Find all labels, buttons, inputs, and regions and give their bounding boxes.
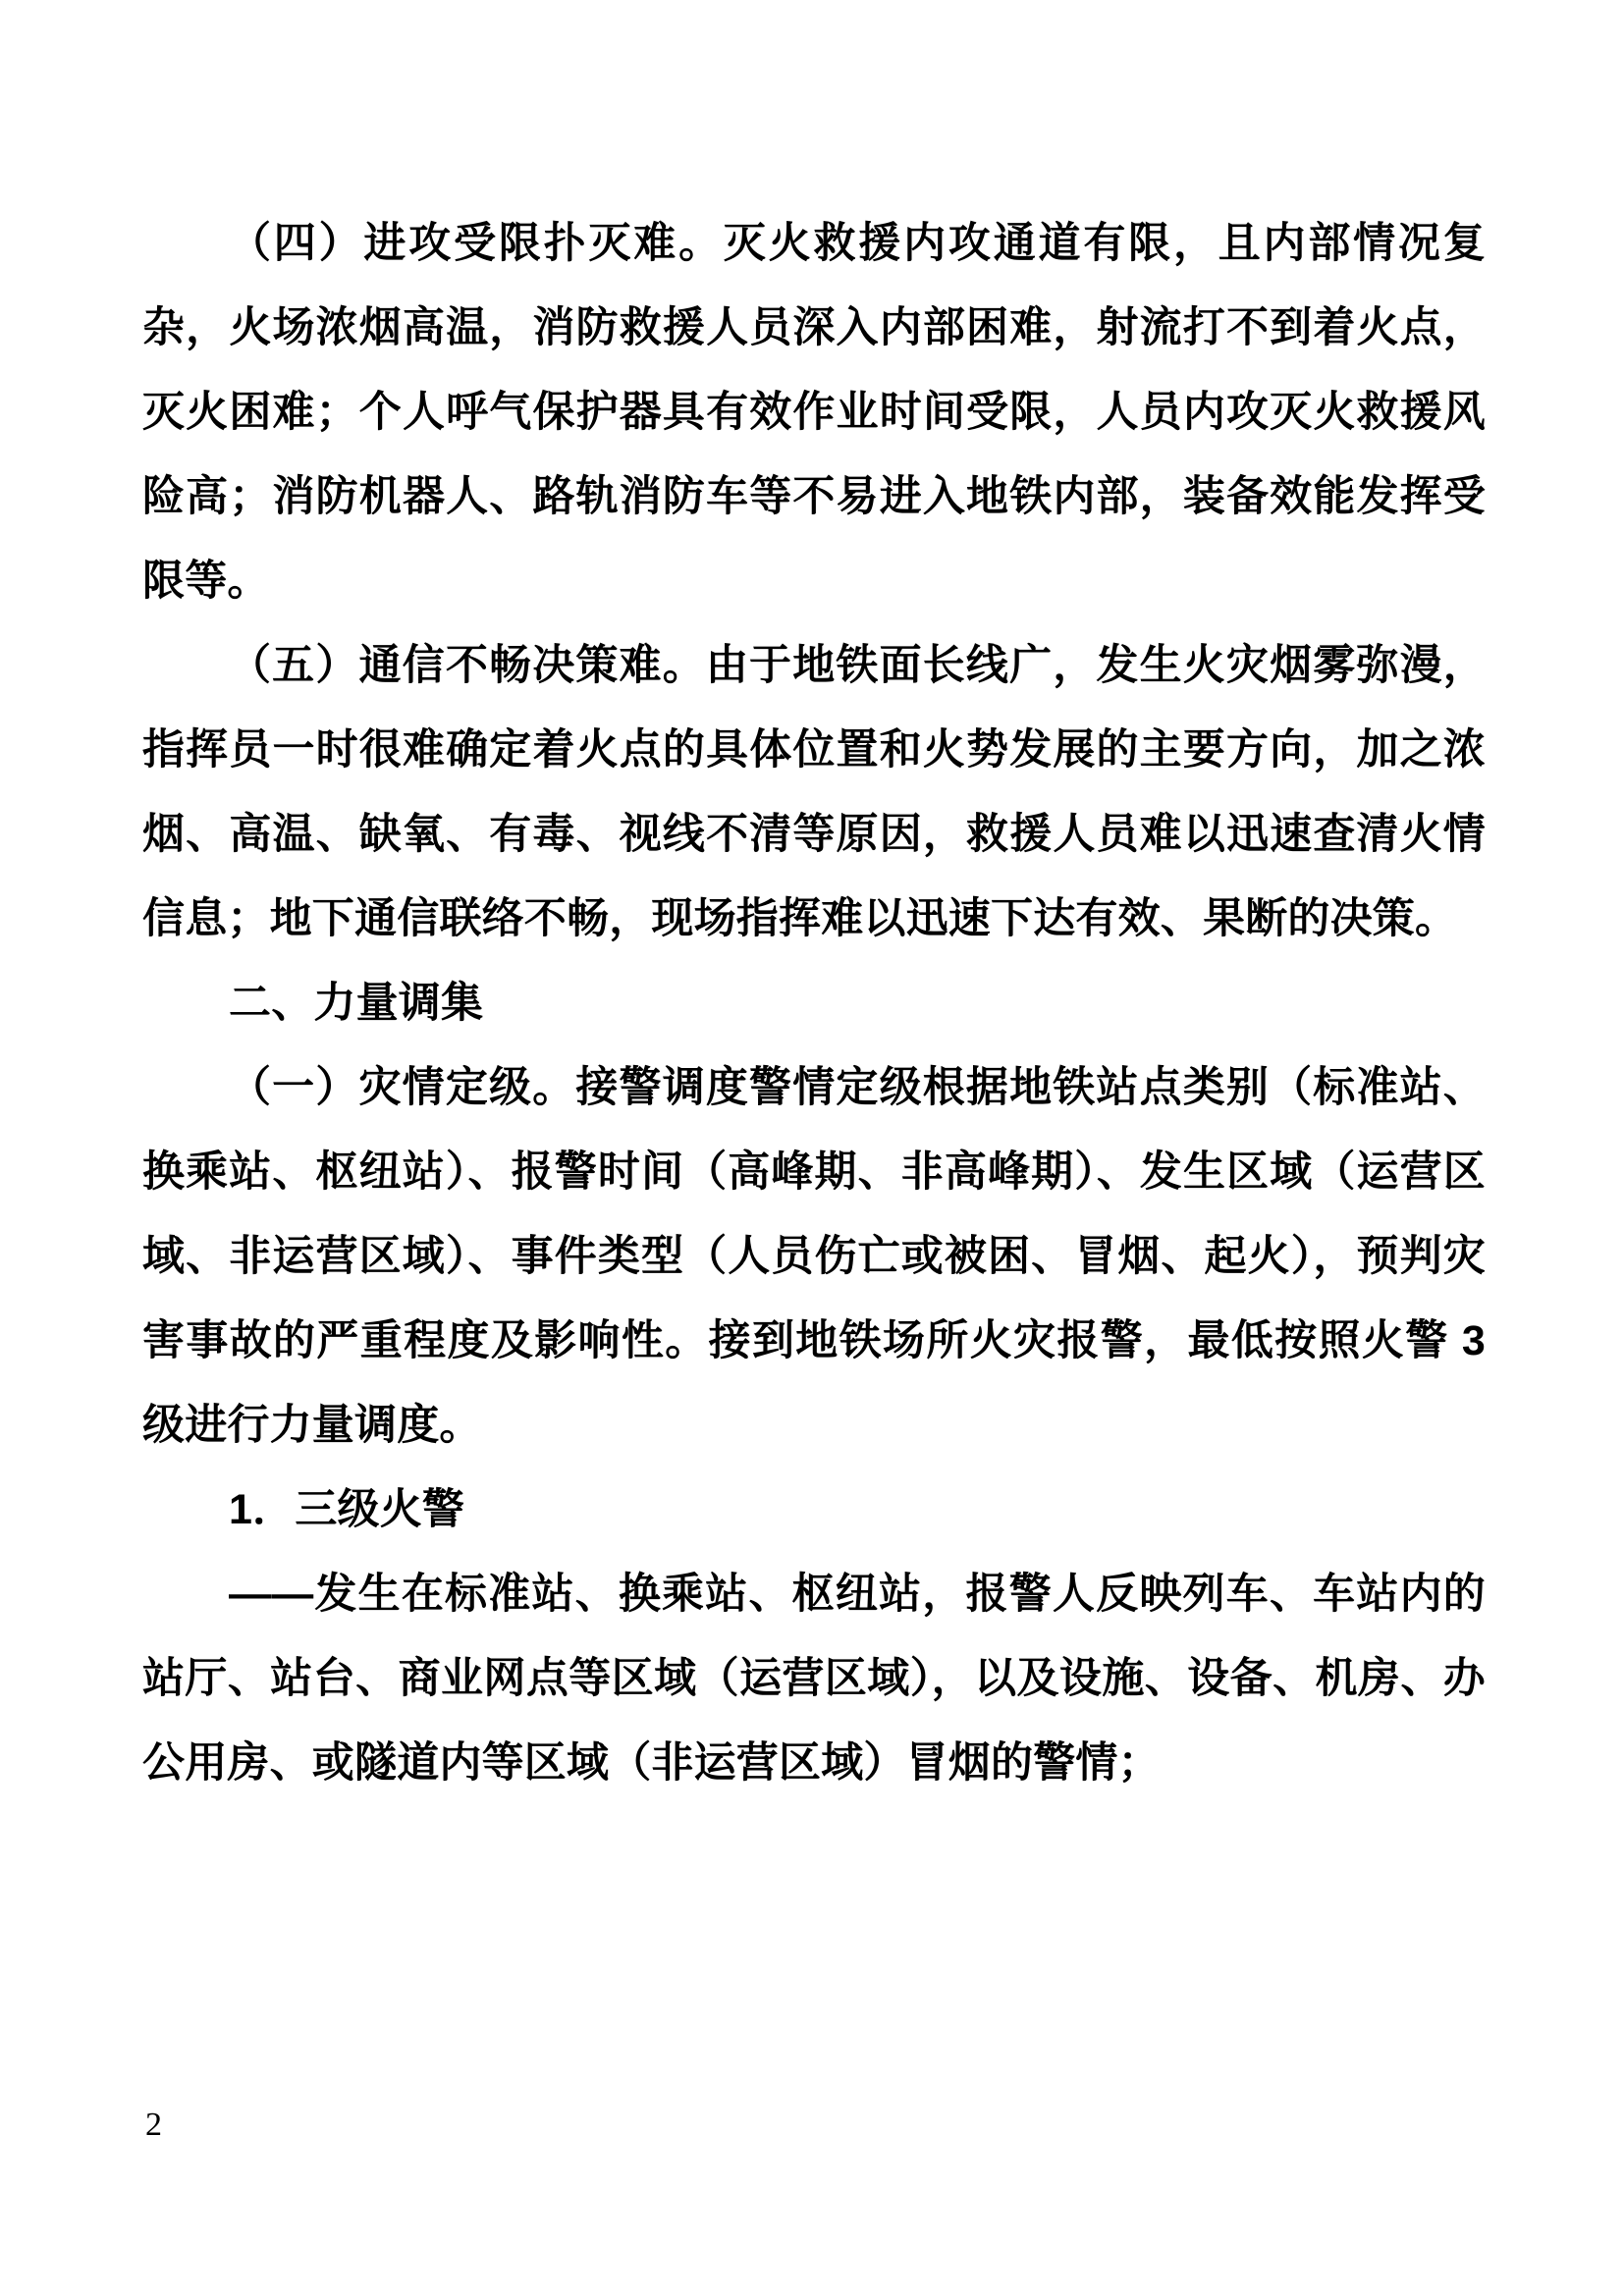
paragraph-disaster-grading: （一）灾情定级。接警调度警情定级根据地铁站点类别（标准站、换乘站、枢纽站）、报警时间（高峰期、非高峰期）、发生区域（运营区域、非运营区域）、事件类型（人员伤亡或被困、冒烟、起火），预判灾害事故的严重程度及影响性。接到地铁场所火灾报警，最低按照火警 3 级进行力量调度。	[142, 1064, 1486, 1449]
heading-force-mobilization: 二、力量调集	[229, 980, 484, 1027]
paragraph-level-three-criteria: ——发生在标准站、换乘站、枢纽站，报警人反映列车、车站内的站厅、站台、商业网点等区域（运营区域），以及设施、设备、机房、办公用房、或隧道内等区域（非运营区域）冒烟的警情；	[142, 1571, 1486, 1787]
document-body	[142, 201, 1486, 1805]
paragraph-section-five: （五）通信不畅决策难。由于地铁面长线广，发生火灾烟雾弥漫，指挥员一时很难确定着火点的具体位置和火势发展的主要方向，加之浓烟、高温、缺氧、有毒、视线不清等原因，救援人员难以迅速查清火情信息；地下通信联络不畅，现场指挥难以迅速下达有效、果断的决策。	[142, 642, 1486, 942]
subheading-level-three-fire-alarm: 1．三级火警	[229, 1486, 465, 1533]
paragraph-section-four: （四）进攻受限扑灭难。灭火救援内攻通道有限，且内部情况复杂，火场浓烟高温，消防救援人员深入内部困难，射流打不到着火点，灭火困难；个人呼气保护器具有效作业时间受限，人员内攻灭火救援风险高；消防机器人、路轨消防车等不易进入地铁内部，装备效能发挥受限等。	[142, 220, 1486, 605]
page-number: 2	[145, 2107, 162, 2143]
